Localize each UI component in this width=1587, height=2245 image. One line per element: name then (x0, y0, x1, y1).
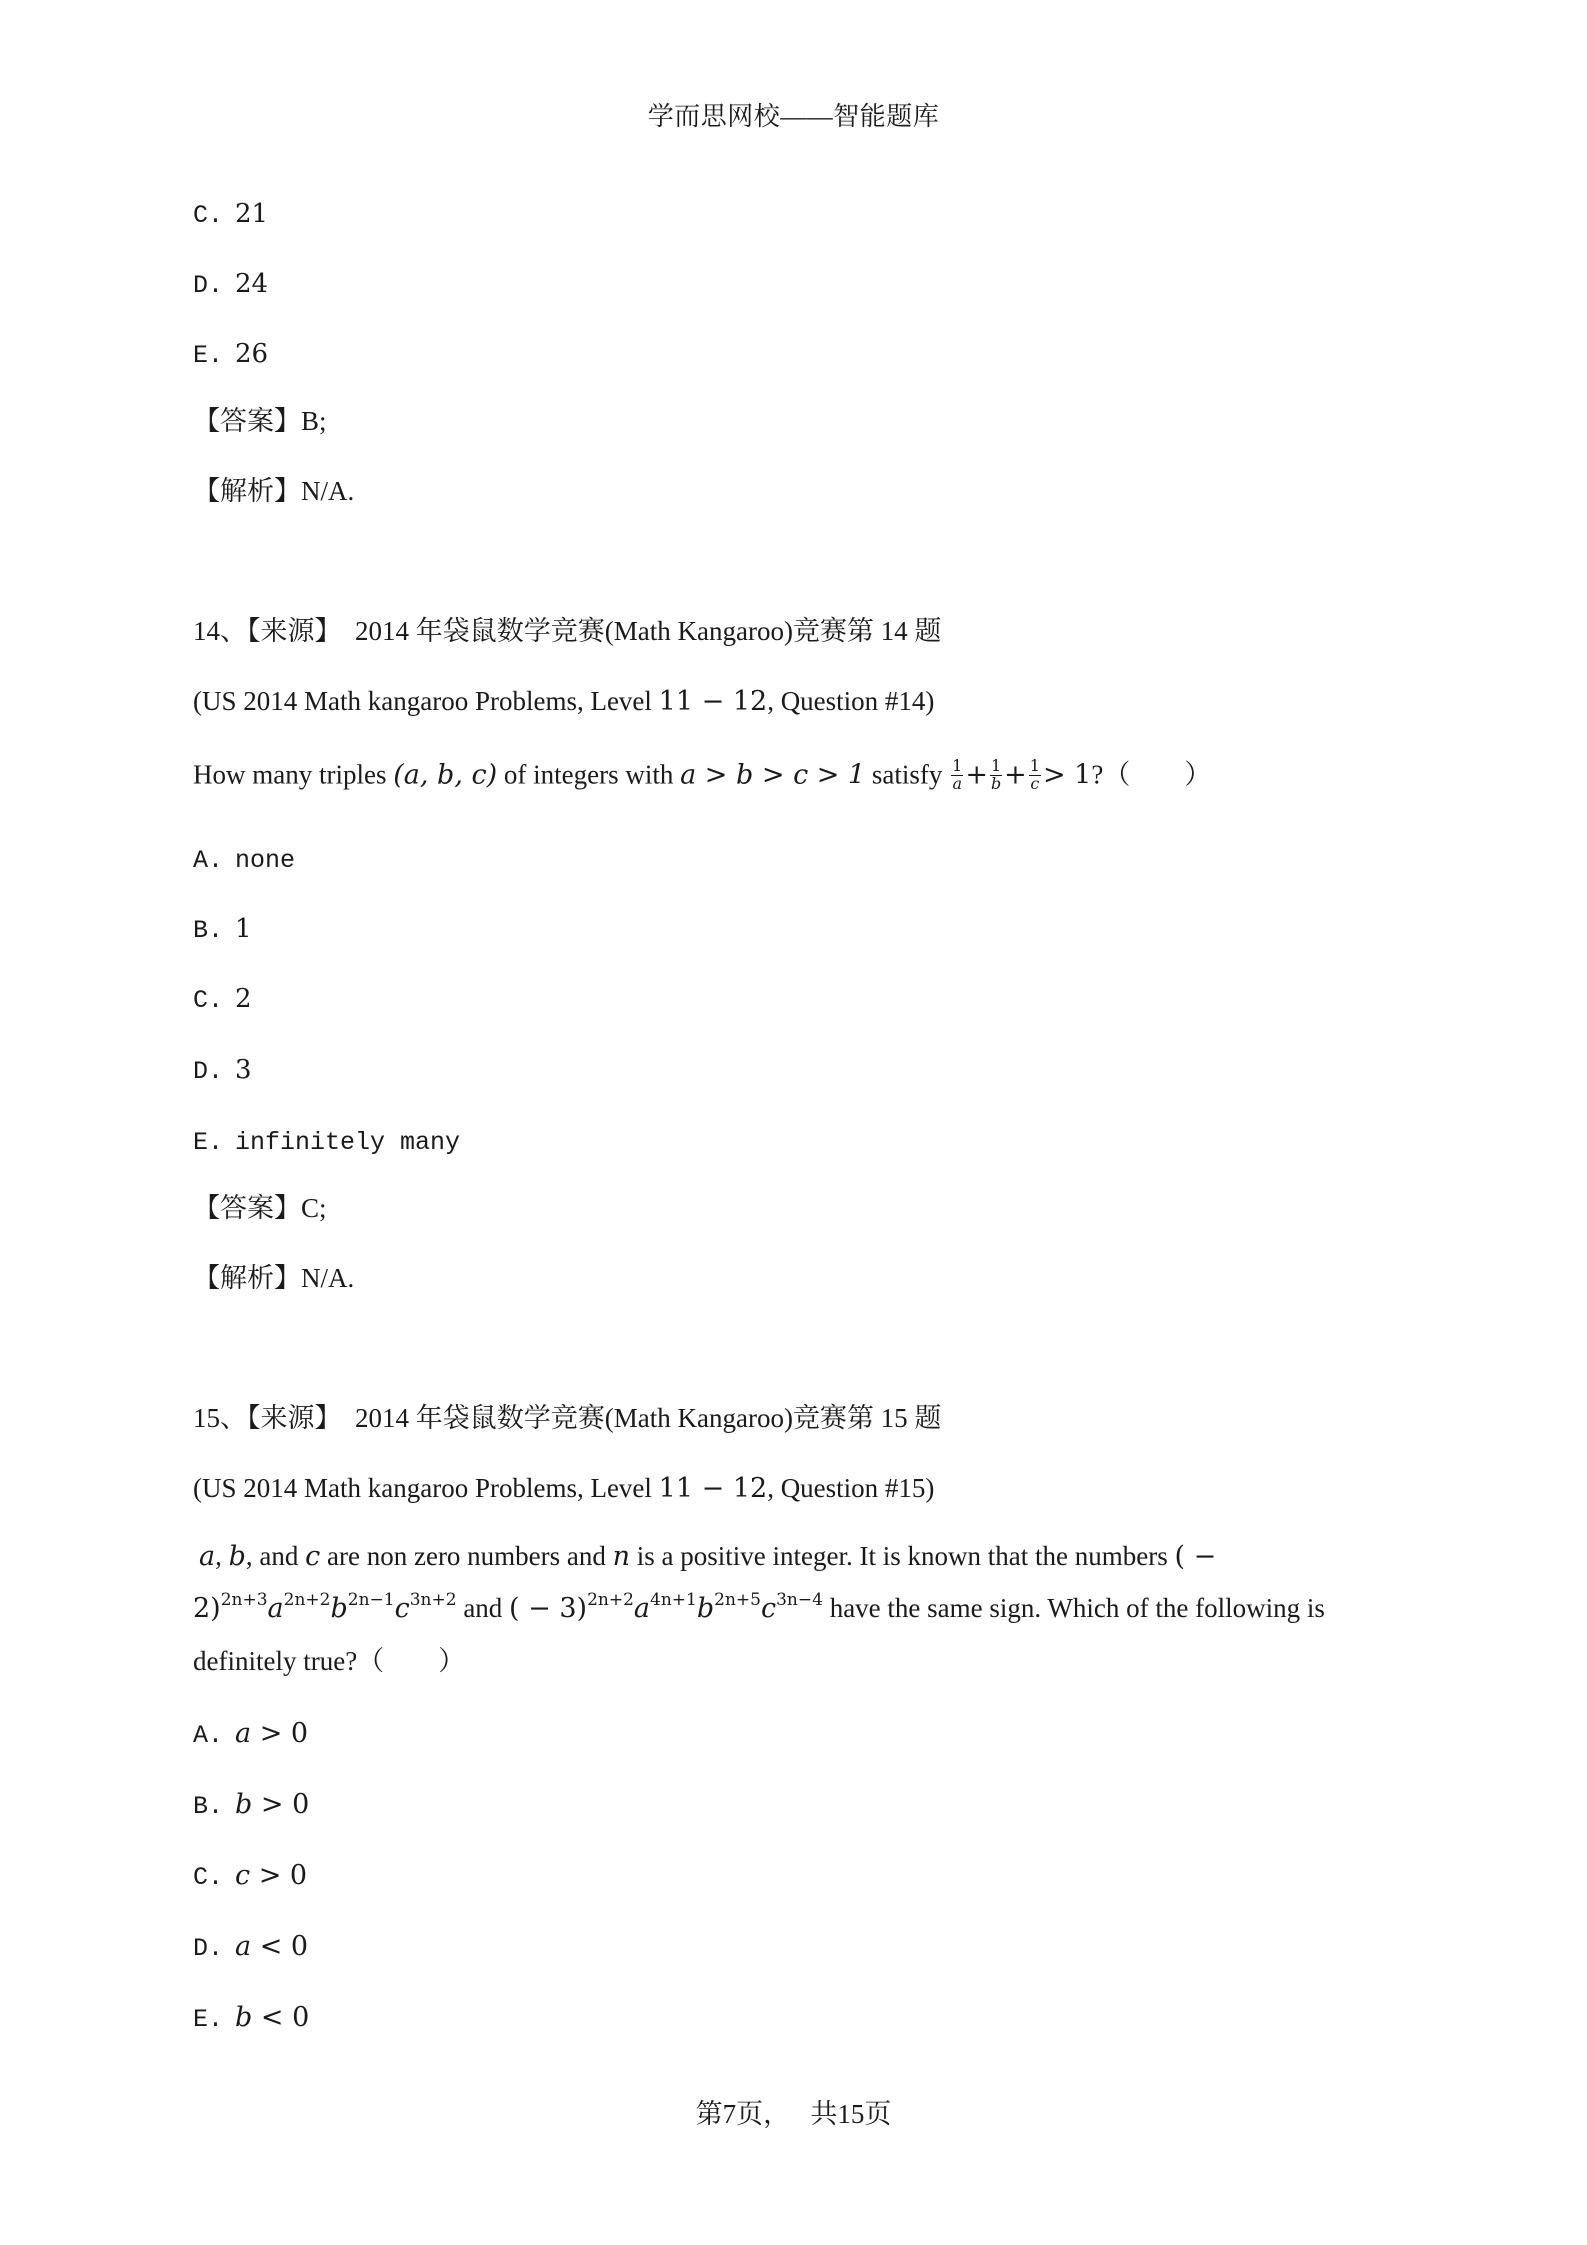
option-a (193, 1720, 308, 1748)
answer-blank: （ ） (1103, 759, 1212, 790)
option-text: 1 (235, 914, 252, 944)
source-label: 【来源】 (247, 616, 342, 646)
analysis-label: 【解析】 (193, 1263, 301, 1293)
option-text: infinitely many (235, 1128, 461, 1157)
fraction-numerator: 1 (952, 756, 963, 775)
question-15-stem-line-2 (193, 1590, 1325, 1624)
exponent: 2n+2 (587, 1590, 634, 1610)
option-letter: E. (193, 1128, 224, 1157)
answer-line (193, 1195, 327, 1222)
answer-label: 【答案】 (193, 1193, 301, 1223)
exponent: 3n−4 (776, 1590, 823, 1610)
answer-label: 【答案】 (193, 406, 301, 436)
option-c (193, 985, 252, 1013)
option-letter: D. (193, 271, 224, 300)
question-15-source (193, 1405, 941, 1432)
option-letter: A. (193, 846, 224, 875)
option-c (193, 200, 268, 228)
question-14-reference (193, 688, 934, 715)
stem-math: c (394, 1593, 410, 1624)
option-d (193, 1056, 252, 1084)
option-letter: B. (193, 916, 224, 945)
fraction-1-over-a (951, 758, 963, 793)
stem-math: n (612, 1541, 631, 1572)
stem-math: ( − (1174, 1541, 1217, 1572)
option-e (193, 340, 268, 368)
analysis-line (193, 478, 354, 505)
option-e (193, 2004, 309, 2032)
option-relation: > 0 (250, 1860, 308, 1891)
question-15-stem-line-1 (199, 1543, 1216, 1570)
page-footer (0, 2092, 1587, 2131)
source-label: 【来源】 (247, 1403, 342, 1433)
reference-prefix: (US 2014 Math kangaroo Problems, Level (193, 686, 659, 716)
option-letter: D. (193, 1057, 224, 1086)
option-text: 3 (235, 1055, 252, 1085)
fraction-denominator: a (952, 773, 963, 793)
analysis-value: N/A. (301, 1263, 355, 1293)
stem-text: , and (245, 1541, 306, 1571)
stem-math: ( − 3) (509, 1593, 588, 1624)
option-letter: E. (193, 341, 224, 370)
answer-line (193, 408, 327, 435)
option-letter: B. (193, 1792, 224, 1821)
stem-math: > 1 (1042, 759, 1092, 791)
option-e (193, 1127, 460, 1155)
stem-math: b (228, 1541, 246, 1572)
stem-math: c (760, 1593, 777, 1624)
question-14-stem (193, 756, 1212, 795)
option-text: 24 (235, 269, 269, 299)
stem-math: a > b > c > 1 (680, 759, 866, 791)
option-letter: E. (193, 2005, 224, 2034)
stem-text: is a positive integer. It is known that the numbers (630, 1541, 1175, 1571)
option-letter: C. (193, 986, 224, 1015)
option-letter: A. (193, 1721, 224, 1750)
analysis-line (193, 1265, 354, 1292)
option-text: 21 (235, 199, 269, 229)
page-number: 第7页， (695, 2099, 791, 2129)
option-text: 26 (235, 339, 269, 369)
stem-math: (a, b, c) (393, 759, 498, 791)
exponent: 4n+1 (650, 1590, 697, 1610)
fraction-1-over-c (1029, 758, 1041, 793)
option-variable: b (235, 2002, 253, 2033)
stem-text: ? (1091, 759, 1104, 790)
stem-math: a (267, 1593, 284, 1624)
option-d (193, 1933, 308, 1961)
stem-text: How many triples (193, 759, 394, 790)
exponent: 2n+5 (714, 1590, 761, 1610)
option-b (193, 1791, 309, 1819)
stem-text: of integers with (497, 759, 681, 790)
page-total: 共15页 (810, 2099, 892, 2129)
stem-text: , (215, 1541, 229, 1571)
stem-math: b (330, 1593, 348, 1624)
reference-suffix: , Question #15) (767, 1473, 935, 1503)
stem-math: a (633, 1593, 651, 1624)
exponent: 2n+3 (220, 1590, 268, 1610)
stem-text: are non zero numbers and (320, 1541, 613, 1571)
stem-text: satisfy (865, 759, 950, 790)
option-relation: > 0 (252, 1789, 310, 1820)
question-14-source (193, 618, 941, 645)
reference-suffix: , Question #14) (767, 686, 935, 716)
answer-value: B; (301, 406, 327, 436)
option-c (193, 1862, 307, 1890)
exponent: 2n+2 (283, 1590, 331, 1610)
exponent: 3n+2 (409, 1590, 457, 1610)
analysis-value: N/A. (301, 476, 355, 506)
fraction-numerator: 1 (1029, 756, 1040, 775)
stem-math: b (696, 1593, 715, 1624)
option-letter: C. (193, 201, 224, 230)
answer-value: C; (301, 1193, 327, 1223)
reference-level: 11 − 12 (658, 686, 768, 717)
option-b (193, 915, 252, 943)
analysis-label: 【解析】 (193, 476, 301, 506)
question-15-stem-line-3: definitely true?（ ） (193, 1646, 466, 1676)
option-a (193, 845, 295, 873)
exponent: 2n−1 (347, 1590, 395, 1610)
option-relation: < 0 (251, 1931, 309, 1962)
plus-sign: + (965, 759, 988, 791)
option-variable: c (235, 1860, 251, 1891)
option-letter: D. (193, 1934, 224, 1963)
option-text: 2 (235, 984, 252, 1014)
fraction-1-over-b (990, 758, 1002, 793)
option-variable: a (235, 1931, 252, 1962)
option-relation: < 0 (252, 2002, 310, 2033)
question-15-reference (193, 1475, 934, 1502)
option-variable: a (235, 1718, 252, 1749)
reference-level: 11 − 12 (658, 1473, 768, 1504)
stem-text: and (456, 1593, 510, 1623)
option-relation: > 0 (251, 1718, 309, 1749)
option-letter: C. (193, 1863, 224, 1892)
source-text: 2014 年袋鼠数学竞赛(Math Kangaroo)竞赛第 14 题 (355, 616, 942, 646)
stem-math: 2) (193, 1593, 221, 1624)
plus-sign: + (1004, 759, 1027, 791)
question-number: 14、 (193, 616, 247, 646)
fraction-numerator: 1 (990, 756, 1002, 775)
stem-math: a (199, 1541, 216, 1572)
stem-math: c (305, 1541, 321, 1572)
question-number: 15、 (193, 1403, 247, 1433)
fraction-denominator: b (990, 773, 1002, 793)
option-variable: b (235, 1789, 253, 1820)
option-d (193, 270, 268, 298)
stem-text: have the same sign. Which of the following is (822, 1593, 1325, 1623)
source-text: 2014 年袋鼠数学竞赛(Math Kangaroo)竞赛第 15 题 (355, 1403, 942, 1433)
page-header: 学而思网校——智能题库 (647, 102, 940, 131)
fraction-denominator: c (1030, 773, 1040, 793)
option-text: none (235, 846, 296, 875)
reference-prefix: (US 2014 Math kangaroo Problems, Level (193, 1473, 659, 1503)
